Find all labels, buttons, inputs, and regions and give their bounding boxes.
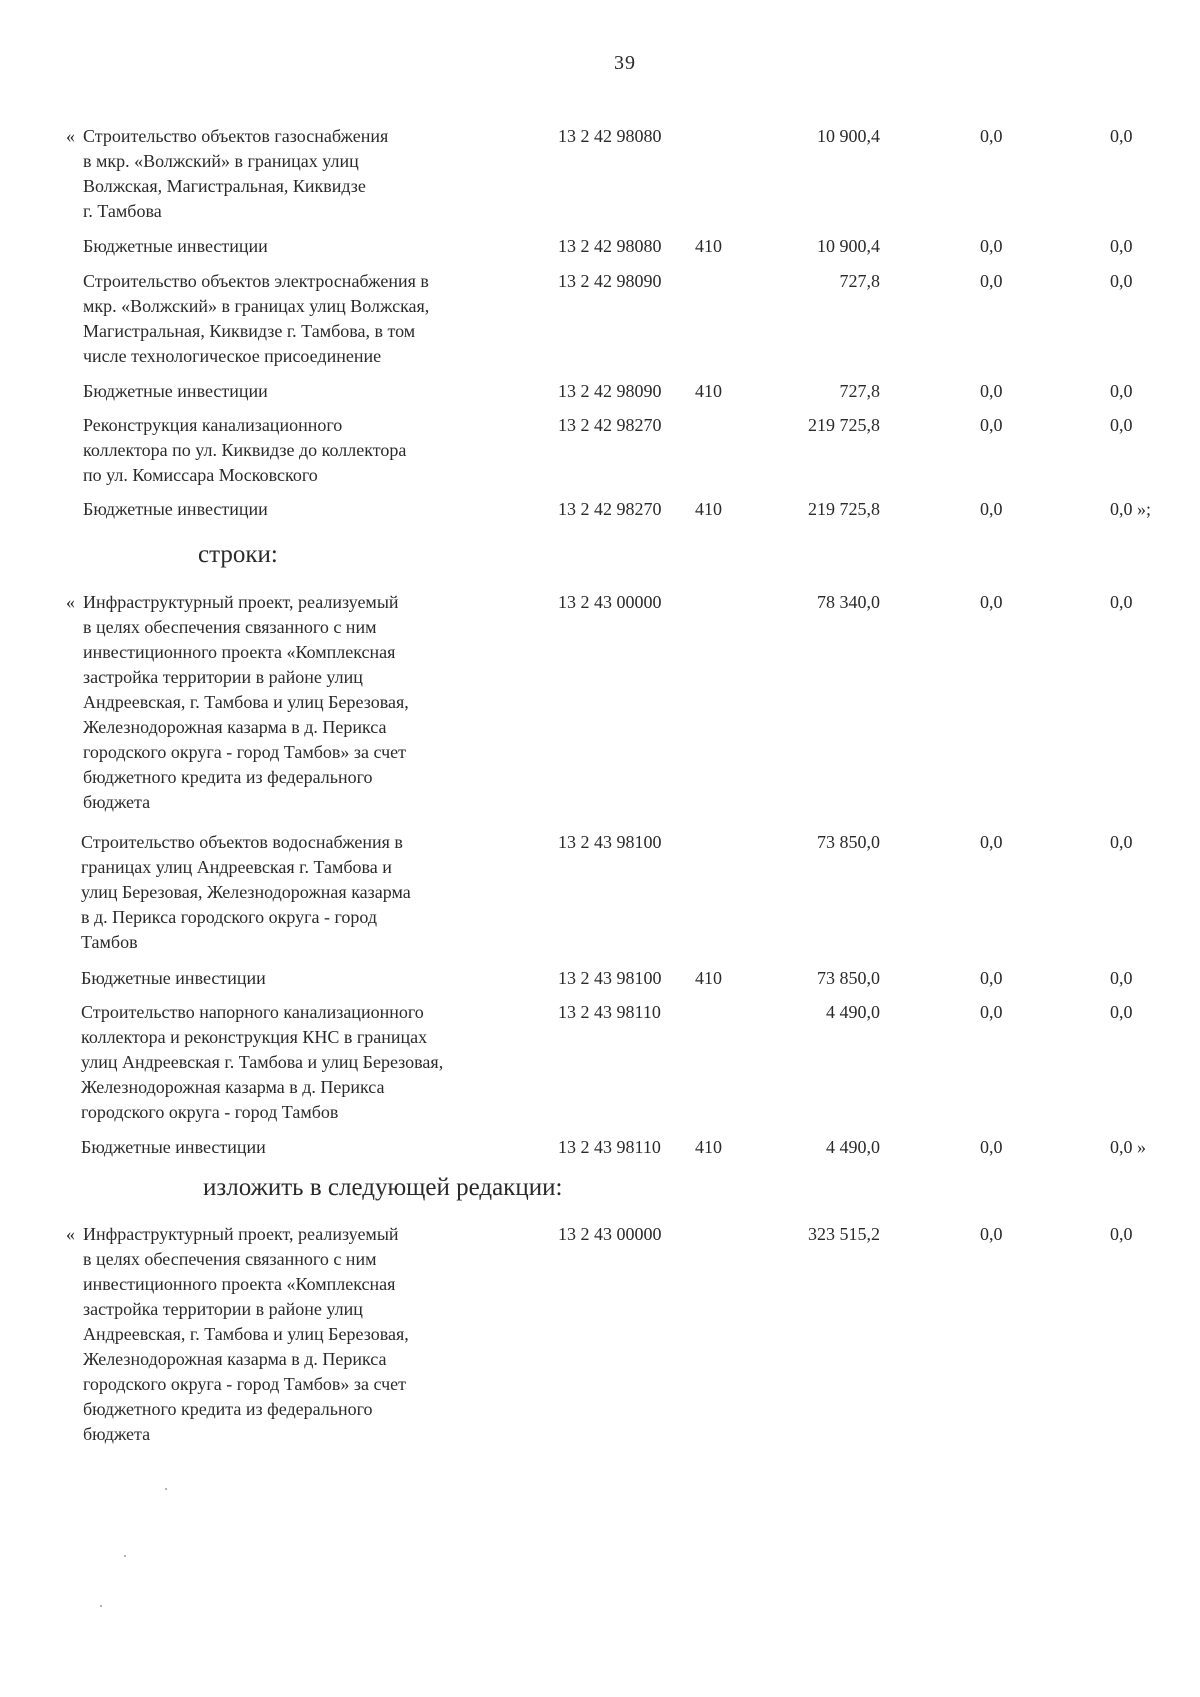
row-expense-type: 410 — [695, 968, 722, 988]
row-value-3: 0,0 — [1110, 592, 1133, 612]
row-value-3: 0,0 — [1110, 126, 1133, 146]
row-value-3: 0,0 — [1110, 415, 1133, 435]
heading-edit: изложить в следующей редакции: — [203, 1174, 563, 1201]
row-value-2: 0,0 — [980, 592, 1003, 612]
row-sum: 10 900,4 — [817, 126, 880, 146]
quote-mark: « — [66, 1224, 75, 1244]
row-sum: 219 725,8 — [808, 415, 880, 435]
row-name: Бюджетные инвестиции — [81, 1137, 266, 1157]
row-sum: 78 340,0 — [817, 592, 880, 612]
row-expense-type: 410 — [695, 499, 722, 519]
row-code: 13 2 43 98100 — [558, 968, 662, 988]
row-sum: 73 850,0 — [817, 832, 880, 852]
row-sum: 727,8 — [839, 381, 880, 401]
heading-rows: строки: — [198, 541, 278, 568]
row-name: Строительство напорного канализационного коллектора и реконструкция КНС в границах улиц Андреевская г. Тамбова и улиц Березовая, Железнодорожная казарма в д. Перикса городского округа - город Тамбов — [81, 1002, 444, 1122]
row-expense-type: 410 — [695, 381, 722, 401]
row-code: 13 2 43 00000 — [558, 592, 662, 612]
row-value-2: 0,0 — [980, 381, 1003, 401]
scan-speck — [124, 1555, 126, 1557]
row-value-2: 0,0 — [980, 832, 1003, 852]
row-code: 13 2 42 98080 — [558, 236, 662, 256]
row-sum: 73 850,0 — [817, 968, 880, 988]
row-value-2: 0,0 — [980, 1002, 1003, 1022]
row-value-2: 0,0 — [980, 968, 1003, 988]
row-sum: 727,8 — [839, 271, 880, 291]
row-value-2: 0,0 — [980, 1224, 1003, 1244]
row-value-3: 0,0 — [1110, 832, 1133, 852]
row-expense-type: 410 — [695, 236, 722, 256]
row-value-3: 0,0 — [1110, 1224, 1133, 1244]
row-value-2: 0,0 — [980, 236, 1003, 256]
row-name: Строительство объектов водоснабжения в границах улиц Андреевская г. Тамбова и улиц Березовая, Железнодорожная казарма в д. Перикса городского округа - город Тамбов — [81, 832, 411, 952]
row-name: Реконструкция канализационного коллектора по ул. Киквидзе до коллектора по ул. Комиссара Московского — [83, 415, 407, 485]
row-value-2: 0,0 — [980, 1137, 1003, 1157]
quote-mark: « — [66, 126, 75, 146]
row-value-3: 0,0 — [1110, 271, 1133, 291]
quote-mark: « — [66, 592, 75, 612]
page-number: 39 — [614, 52, 636, 74]
row-name: Бюджетные инвестиции — [83, 236, 268, 256]
row-code: 13 2 42 98270 — [558, 499, 662, 519]
row-name: Бюджетные инвестиции — [83, 499, 268, 519]
row-sum: 4 490,0 — [826, 1137, 880, 1157]
row-value-2: 0,0 — [980, 271, 1003, 291]
row-name: Бюджетные инвестиции — [83, 381, 268, 401]
row-value-3: 0,0 — [1110, 381, 1133, 401]
row-name: Строительство объектов газоснабжения в мкр. «Волжский» в границах улиц Волжская, Магистральная, Киквидзе г. Тамбова — [83, 126, 389, 221]
row-sum: 10 900,4 — [817, 236, 880, 256]
row-name: Бюджетные инвестиции — [81, 968, 266, 988]
row-code: 13 2 42 98090 — [558, 381, 662, 401]
row-value-3: 0,0 — [1110, 236, 1133, 256]
row-expense-type: 410 — [695, 1137, 722, 1157]
row-name: Инфраструктурный проект, реализуемый в целях обеспечения связанного с ним инвестиционного проекта «Комплексная застройка территории в районе улиц Андреевская, г. Тамбова и улиц Березовая, Железнодорожная казарма в д. Перикса городского округа - город Тамбов» за счет бюджетного кредита из федерального бюджета — [83, 1224, 409, 1444]
row-code: 13 2 43 98110 — [558, 1137, 661, 1157]
row-code: 13 2 42 98090 — [558, 271, 662, 291]
row-sum: 323 515,2 — [808, 1224, 880, 1244]
row-value-3: 0,0 — [1110, 968, 1133, 988]
row-name: Инфраструктурный проект, реализуемый в целях обеспечения связанного с ним инвестиционного проекта «Комплексная застройка территории в районе улиц Андреевская, г. Тамбова и улиц Березовая, Железнодорожная казарма в д. Перикса городского округа - город Тамбов» за счет бюджетного кредита из федерального бюджета — [83, 592, 409, 812]
row-code: 13 2 42 98080 — [558, 126, 662, 146]
row-code: 13 2 42 98270 — [558, 415, 662, 435]
row-value-2: 0,0 — [980, 499, 1003, 519]
scan-speck — [100, 1605, 102, 1607]
row-value-3: 0,0 — [1110, 1002, 1133, 1022]
row-value-3: 0,0 » — [1110, 1137, 1146, 1157]
row-value-3: 0,0 »; — [1110, 499, 1152, 519]
row-code: 13 2 43 98100 — [558, 832, 662, 852]
row-code: 13 2 43 00000 — [558, 1224, 662, 1244]
scan-speck — [165, 1488, 167, 1490]
row-value-2: 0,0 — [980, 415, 1003, 435]
row-code: 13 2 43 98110 — [558, 1002, 661, 1022]
row-sum: 4 490,0 — [826, 1002, 880, 1022]
row-name: Строительство объектов электроснабжения в мкр. «Волжский» в границах улиц Волжская, Магистральная, Киквидзе г. Тамбова, в том числе технологическое присоединение — [83, 271, 430, 366]
row-sum: 219 725,8 — [808, 499, 880, 519]
row-value-2: 0,0 — [980, 126, 1003, 146]
